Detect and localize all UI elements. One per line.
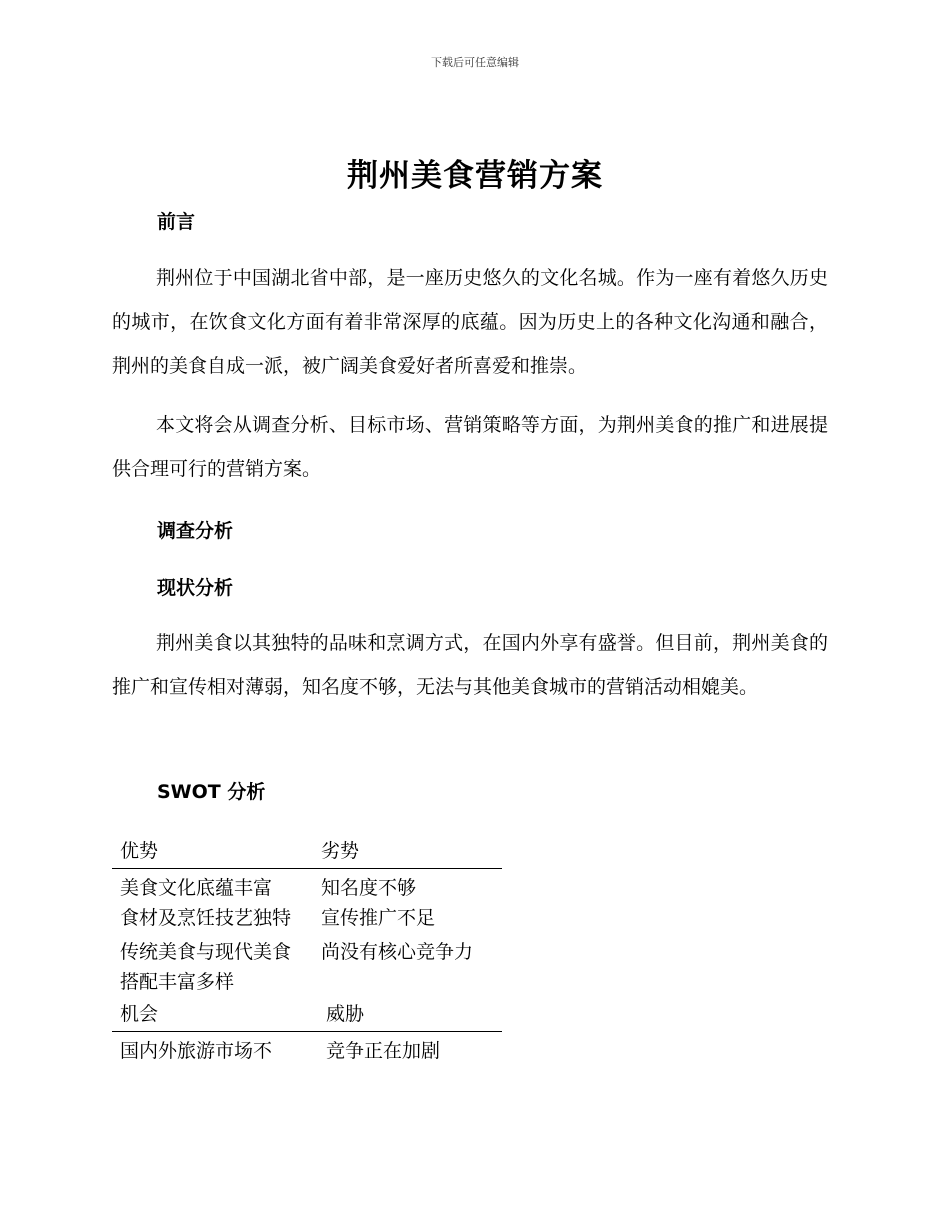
swot-cell: 知名度不够 <box>321 877 417 899</box>
table-row <box>112 903 502 933</box>
swot-table <box>112 834 502 1066</box>
page-header-note: 下载后可任意编辑 <box>431 56 519 69</box>
swot-cell: 美食文化底蕴丰富 <box>120 877 273 899</box>
swot-header-row <box>112 997 502 1032</box>
table-row <box>112 933 502 997</box>
swot-header-strengths: 优势 <box>112 834 313 869</box>
swot-cell: 传统美食与现代美食搭配丰富多样 <box>120 941 292 993</box>
swot-heading: SWOT 分析 <box>157 781 266 803</box>
table-row <box>112 869 502 904</box>
swot-cell: 国内外旅游市场不 <box>120 1040 273 1062</box>
swot-header-weaknesses: 劣势 <box>313 834 502 869</box>
swot-cell: 尚没有核心竞争力 <box>321 941 474 963</box>
swot-header-row <box>112 834 502 869</box>
preface-heading: 前言 <box>157 211 196 233</box>
swot-cell: 宣传推广不足 <box>321 907 436 929</box>
document-title: 荆州美食营销方案 <box>347 158 603 194</box>
preface-paragraph-1: 荆州位于中国湖北省中部，是一座历史悠久的文化名城。作为一座有着悠久历史的城市，在饮食文化方面有着非常深厚的底蕴。因为历史上的各种文化沟通和融合，荆州的美食自成一派，被广阔美食爱好者所喜爱和推崇。 <box>112 267 828 377</box>
swot-header-opportunities: 机会 <box>112 997 313 1032</box>
swot-cell: 竞争正在加剧 <box>326 1040 441 1062</box>
survey-analysis-heading: 调查分析 <box>157 520 234 542</box>
swot-cell: 食材及烹饪技艺独特 <box>120 907 292 929</box>
status-analysis-heading: 现状分析 <box>157 577 234 599</box>
status-analysis-paragraph: 荆州美食以其独特的品味和烹调方式，在国内外享有盛誉。但目前，荆州美食的推广和宣传相对薄弱，知名度不够，无法与其他美食城市的营销活动相媲美。 <box>112 632 828 698</box>
swot-header-threats: 威胁 <box>313 997 502 1032</box>
table-row <box>112 1032 502 1067</box>
preface-paragraph-2: 本文将会从调查分析、目标市场、营销策略等方面，为荆州美食的推广和进展提供合理可行的营销方案。 <box>112 414 828 480</box>
